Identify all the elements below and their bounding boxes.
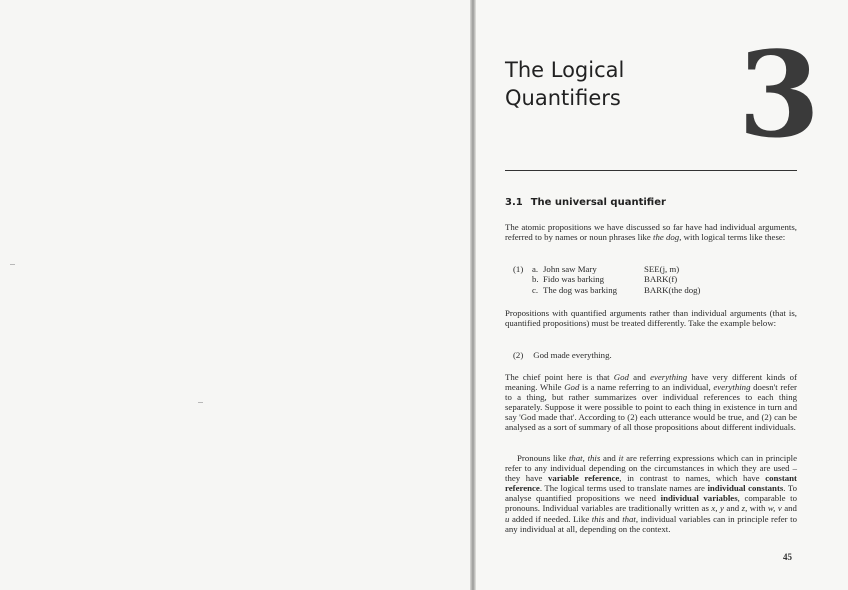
- example-number: (1): [513, 264, 524, 274]
- example-letter: b.: [532, 274, 539, 285]
- italic-text: x, y: [711, 503, 724, 514]
- chapter-title: [505, 56, 705, 112]
- bold-term: constant reference: [505, 473, 797, 494]
- text: and: [781, 503, 797, 514]
- example-logic: BARK(f): [644, 274, 678, 285]
- chapter-number: 3: [738, 25, 819, 164]
- example-sentence: Fido was barking: [543, 274, 605, 285]
- bold-term: variable reference: [548, 473, 620, 484]
- bold-term: individual variables: [660, 493, 738, 504]
- text: and: [604, 513, 623, 524]
- italic-text: that: [622, 513, 636, 524]
- example-letter: a.: [532, 264, 539, 274]
- text: , in contrast to names, which have: [619, 473, 766, 484]
- italic-text: God: [613, 372, 629, 382]
- paragraph-4: [505, 453, 797, 534]
- text: Pronouns like: [517, 453, 569, 463]
- paragraph-3: [505, 372, 797, 433]
- chapter-title-line-1: The Logical: [505, 58, 625, 82]
- text: doesn't refer to a thing, but rather summarizes over individual references to each thing separately. Suppose it were possible to point to each thing in existence in turn and say 'God made that'. According to (2) each utterance would be true, and (2) can be analysed as a sort of summary of all those propositions about different individuals.: [505, 382, 797, 433]
- italic-text: God: [564, 382, 580, 393]
- chapter-title-line-2: Quantifiers: [505, 86, 621, 110]
- paragraph-1: [505, 222, 797, 242]
- scan-mark: [10, 264, 15, 265]
- italic-text: it: [618, 453, 624, 463]
- text: and: [723, 503, 742, 514]
- example-sentence: God made everything.: [533, 350, 612, 360]
- italic-text: z: [741, 503, 746, 514]
- section-number: 3.1: [505, 197, 523, 208]
- example-sentence: The dog was barking: [543, 284, 618, 295]
- section-title: The universal quantifier: [530, 197, 666, 208]
- italic-text: the dog: [653, 232, 680, 243]
- text: are referring expressions which can in principle refer to any individual depending on the circumstances in which they are used – they have: [505, 453, 797, 484]
- italic-text: everything: [650, 372, 688, 382]
- text: . The logical terms used to translate names are: [539, 483, 708, 494]
- chapter-rule: [505, 170, 797, 171]
- paragraph-2: [505, 308, 797, 328]
- italic-text: everything: [713, 382, 751, 393]
- italic-text: u: [505, 513, 510, 524]
- bold-term: individual constants: [707, 483, 784, 494]
- example-number: (2): [513, 350, 524, 360]
- scan-mark: [198, 402, 203, 403]
- text: , individual variables can in principle refer to any individual at all, depending on the context.: [505, 513, 797, 534]
- text: The chief point here is that: [505, 372, 614, 382]
- italic-text: this: [587, 453, 601, 463]
- text: The atomic propositions we have discussed so far have had individual arguments, referred to by names or noun phrases like: [505, 222, 797, 243]
- text: Propositions with quantified arguments rather than individual arguments (that is, quantified propositions) must be treated differently. Take the example below:: [505, 308, 797, 329]
- italic-text: w, v: [767, 503, 782, 514]
- text: ,: [582, 453, 588, 463]
- text: and: [628, 372, 651, 382]
- example-sentence: John saw Mary: [543, 264, 597, 274]
- example-letter: c.: [532, 284, 539, 295]
- text: and: [600, 453, 619, 463]
- section-heading: [505, 197, 666, 208]
- page-number: 45: [783, 552, 792, 562]
- text: have very different kinds of meaning. While: [505, 372, 797, 393]
- text: , with logical terms like these:: [679, 232, 786, 243]
- text: , comparable to pronouns. Individual variables are traditionally written as: [505, 493, 797, 514]
- example-logic: SEE(j, m): [644, 264, 680, 274]
- example-2: [513, 350, 612, 360]
- text: . To analyse quantified propositions we need: [505, 483, 797, 504]
- text: , with: [745, 503, 768, 514]
- example-logic: BARK(the dog): [644, 284, 701, 295]
- text: is a name referring to an individual,: [579, 382, 714, 393]
- italic-text: this: [591, 513, 605, 524]
- text: added if needed. Like: [509, 513, 592, 524]
- italic-text: that: [568, 453, 583, 463]
